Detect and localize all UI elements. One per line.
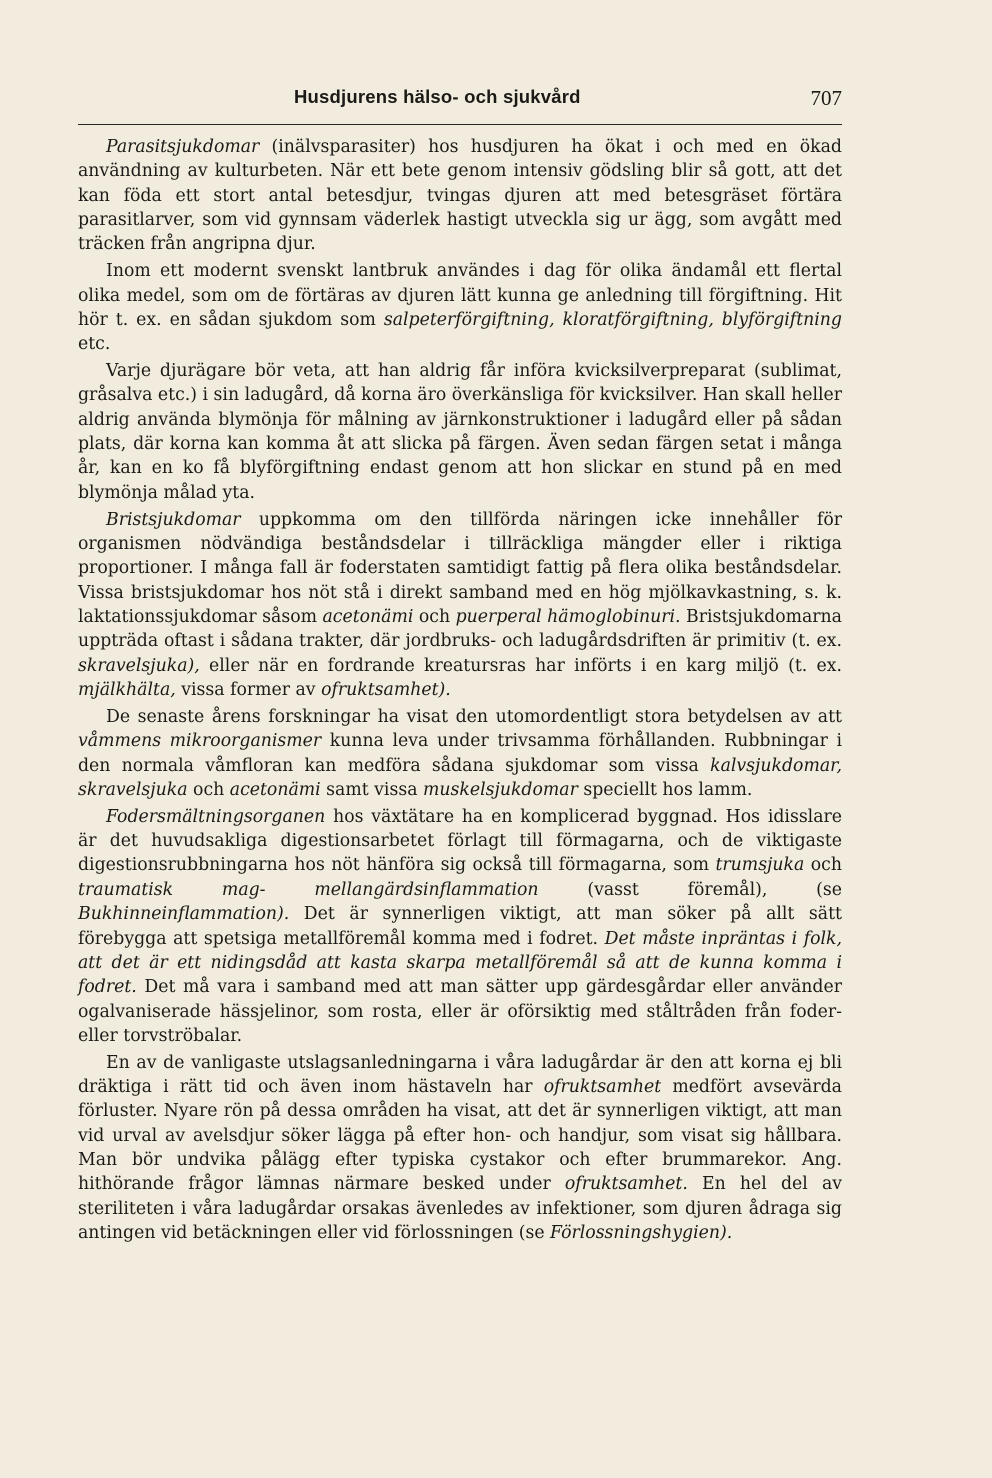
- italic-term: Det måste inpräntas i folk, att det är ett nidingsdåd att kasta skarpa metallföremål så att de kunna komma i fodret.: [78, 928, 843, 998]
- italic-term: salpeterförgiftning, kloratförgiftning, blyförgiftning: [383, 309, 842, 330]
- text-run: och: [804, 855, 842, 876]
- text-run: medfört avsevärda förluster. Nyare rön på dessa områden ha visat, att det är synnerligen viktigt, att man vid urval av avelsdjur söker lägga på efter hon- och handjur, som visat sig hållbara. Man bör undvika pålägg efter typiska cystakor och efter brummarekor. Ang. hithörande frågor lämnas närmare besked under: [78, 1077, 842, 1195]
- italic-term: acetonämi: [322, 607, 414, 628]
- italic-term: ofruktsamhet).: [321, 680, 451, 701]
- italic-term: Förlossningshygien).: [550, 1223, 733, 1244]
- italic-term: Bristsjukdomar: [106, 509, 241, 530]
- italic-term: Fodersmältningsorganen: [106, 806, 326, 827]
- text-run: En hel del av steriliteten i våra ladugårdar orsakas ävenledes av infektioner, som djuren ådraga sig antingen vid betäckningen eller vid förlossningen (se: [78, 1174, 843, 1244]
- italic-term: skravelsjuka),: [78, 655, 200, 676]
- italic-term: mjälkhälta,: [78, 680, 176, 701]
- paragraph: [78, 508, 842, 703]
- text-run: Varje djurägare bör veta, att han aldrig får införa kvicksilverpreparat (sublimat, gråsalva etc.) i sin ladugård, då korna äro överkänsliga för kvicksilver. Han skall heller aldrig använda blymönja för målning av järnkonstruktioner i ladugård eller på sådan plats, där korna kan komma åt att slicka på färgen. Även sedan färgen setat i många år, kan en ko få blyförgiftning endast genom att hon slickar en stund på en med blymönja målad yta.: [78, 361, 842, 503]
- text-run: kunna leva under trivsamma förhållanden. Rubbningar i den normala våmfloran kan medföra sådana sjukdomar som vissa: [78, 731, 842, 776]
- italic-term: muskelsjukdomar: [422, 779, 578, 800]
- text-run: (vasst föremål), (se: [538, 879, 842, 900]
- running-title: Husdjurens hälso- och sjukvård: [294, 86, 581, 107]
- text-run: etc.: [78, 334, 111, 355]
- text-run: Bristsjukdomarna uppträda oftast i sådana trakter, där jordbruks- och ladugårdsdriften är primitiv (t. ex.: [78, 607, 842, 652]
- header-rule: [78, 124, 842, 125]
- italic-term: trumsjuka: [715, 855, 805, 876]
- paragraph: [78, 359, 842, 505]
- text-run: eller när en fordrande kreatursras har införts i en karg miljö (t. ex.: [199, 655, 842, 676]
- text-run: uppkomma om den tillförda näringen icke innehåller för organismen nödvändiga beståndsdelar i tillräckliga mängder eller i riktiga proportioner. I många fall är foderstaten samtidigt fattig på flera olika beståndsdelar. Vissa bristsjukdomar hos nöt stå i direkt samband med en hög mjölkavkastning, s. k. laktationssjukdomar såsom: [78, 509, 842, 628]
- text-run: En av de vanligaste utslagsanledningarna i våra ladugårdar är den att korna ej bli dräktiga i rätt tid och även inom hästaveln har: [78, 1052, 842, 1098]
- paragraph: [78, 705, 842, 802]
- page-header: [78, 86, 842, 116]
- text-run: Det är synnerligen viktigt, att man söker på allt sätt förebygga att spetsiga metallföremål komma med i fodret.: [78, 904, 842, 949]
- body-text: [78, 135, 842, 1245]
- text-run: Inom ett modernt svenskt lantbruk användes i dag för olika ändamål ett flertal olika medel, som om de förtäras av djuren lätt kunna ge anledning till förgiftning. Hit hör t. ex. en sådan sjukdom som: [78, 261, 842, 330]
- italic-term: Parasitsjukdomar: [106, 137, 260, 157]
- text-run: Det må vara i samband med att man sätter upp gärdesgårdar eller använder ogalvaniserade hässjelinor, som rosta, eller är oförsiktig med ståltråden från foder- eller torvströbalar.: [78, 977, 842, 1046]
- text-run: och: [187, 779, 230, 800]
- text-run: hos växtätare ha en komplicerad byggnad. Hos idisslare är det huvudsakliga digestionsarbetet förlagt till förmagarna, och de viktigaste digestionsrubbningarna hos nöt hänföra sig också till förmagarna, som: [78, 806, 842, 876]
- text-run: vissa former av: [175, 680, 322, 701]
- italic-term: puerperal hämoglobinuri.: [455, 607, 681, 628]
- paragraph: [78, 805, 842, 1048]
- text-run: samt vissa: [320, 779, 423, 800]
- italic-term: ofruktsamhet: [543, 1077, 662, 1098]
- text-run: De senaste årens forskningar ha visat den utomordentligt stora betydelsen av att: [106, 706, 842, 727]
- paragraph: [78, 259, 842, 356]
- italic-term: ofruktsamhet.: [564, 1174, 688, 1195]
- paragraph: [78, 135, 842, 257]
- italic-term: kalvsjukdomar, skravelsjuka: [78, 755, 842, 800]
- text-run: och: [413, 607, 456, 628]
- italic-term: acetonämi: [229, 779, 321, 800]
- italic-term: traumatisk mag- mellangärdsinflammation: [78, 879, 539, 900]
- text-run: speciellt hos lamm.: [577, 779, 753, 800]
- italic-term: våmmens mikroorganismer: [78, 731, 322, 752]
- page-number: 707: [810, 86, 842, 110]
- paragraph: [78, 1051, 842, 1246]
- text-run: (inälvsparasiter) hos husdjuren ha ökat i och med en ökad användning av kulturbeten. När ett bete genom intensiv gödsling blir så gott, att det kan föda ett stort antal betesdjur, tvingas djuren att med betesgräset förtära parasitlarver, som vid gynnsam väderlek hastigt utveckla sig ur ägg, som avgått med träcken från angripna djur.: [78, 137, 842, 255]
- italic-term: Bukhinneinflammation).: [78, 904, 290, 925]
